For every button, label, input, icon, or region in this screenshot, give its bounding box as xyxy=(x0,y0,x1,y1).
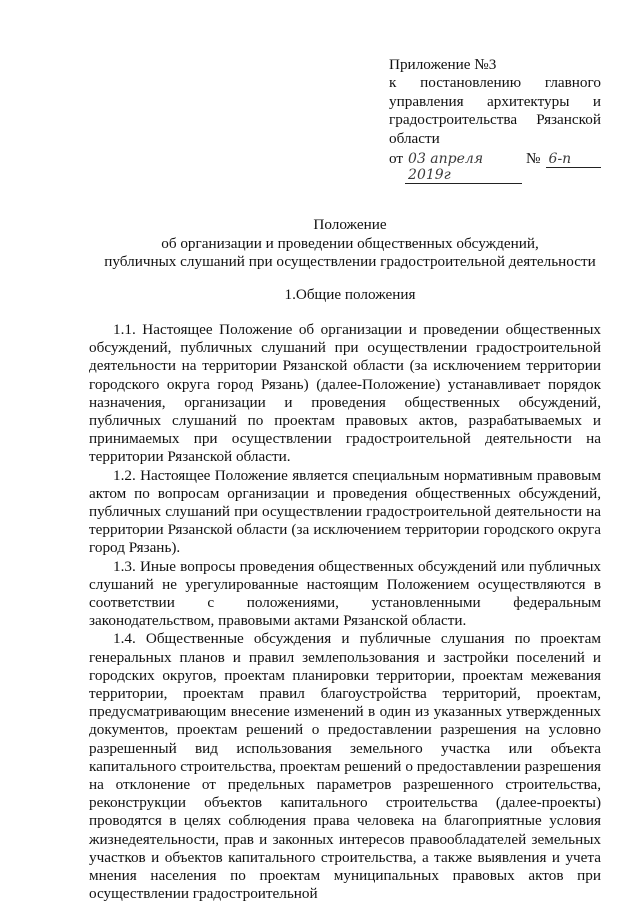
paragraph-1-3: 1.3. Иные вопросы проведения общественных обсуждений или публичных слушаний не урегулированные настоящим Положением осуществляются в соответствии с положениями, установленными федеральным законодательством, правовыми актами Рязанской области. xyxy=(89,557,601,630)
date-prefix: от xyxy=(389,150,404,168)
annex-word: Рязанской xyxy=(536,111,601,129)
handwritten-date: 03 апреля 2019г xyxy=(405,151,522,184)
annex-block xyxy=(389,56,601,184)
annex-line-3 xyxy=(389,111,601,129)
section-heading: 1.Общие положения xyxy=(284,286,416,303)
annex-word: архитектуры xyxy=(487,92,570,110)
annex-word: и xyxy=(592,92,601,110)
annex-word: главного xyxy=(544,74,601,92)
annex-line-1 xyxy=(389,74,601,92)
number-sign: № xyxy=(526,150,541,168)
annex-line-2 xyxy=(389,93,601,111)
document-subtitle-line-2: публичных слушаний при осуществлении градостроительной деятельности xyxy=(104,253,596,270)
annex-word: к xyxy=(389,74,397,92)
handwritten-number: 6-п xyxy=(546,151,601,168)
paragraph-1-1: 1.1. Настоящее Положение об организации и проведении общественных обсуждений, публичных слушаний при осуществлении градостроительной деятельности на территории Рязанской области (за исключением территории городского округа город Рязань) (далее-Положение) устанавливает порядок назначения, организации и проведения общественных обсуждений, публичных слушаний по проектам правовых актов, разрабатываемых и принимаемых при осуществлении градостроительной деятельности на территории Рязанской области. xyxy=(89,321,601,466)
annex-word: постановлению xyxy=(420,74,522,92)
annex-title: Приложение №3 xyxy=(389,56,497,73)
document-subtitle-line-1: об организации и проведении общественных обсуждений, xyxy=(161,235,539,252)
annex-word: градостроительства xyxy=(389,111,518,129)
paragraph-1-4: 1.4. Общественные обсуждения и публичные слушания по проектам генеральных планов и правил землепользования и застройки поселений и городских округов, проектам планировки территории, проектам межевания территории, проектам правил благоустройства территорий, проектам, предусматривающим внесение изменений в один из указанных утвержденных документов, проектам решений о предоставлении разрешения на условно разрешенный вид использования земельного участка или объекта капитального строительства, проектам решений о предоставлении разрешения на отклонение от предельных параметров разрешенного строительства, реконструкции объектов капитального строительства (далее-проекты) проводятся в целях соблюдения права человека на благоприятные условия жизнедеятельности, прав и законных интересов правообладателей земельных участков и объектов капитального строительства, а также выявления и учета мнения населения по проектам муниципальных правовых актов при осуществлении градостроительной xyxy=(89,630,601,903)
body-text xyxy=(89,321,601,904)
annex-word: управления xyxy=(389,92,464,110)
document-title: Положение xyxy=(313,216,387,233)
annex-line-4: области xyxy=(389,129,440,147)
paragraph-1-2: 1.2. Настоящее Положение является специальным нормативным правовым актом по вопросам организации и проведения общественных обсуждений, публичных слушаний при осуществлении градостроительной деятельности на территории Рязанской области (за исключением территории городского округа город Рязань). xyxy=(89,466,601,557)
annex-date-row xyxy=(389,150,601,184)
